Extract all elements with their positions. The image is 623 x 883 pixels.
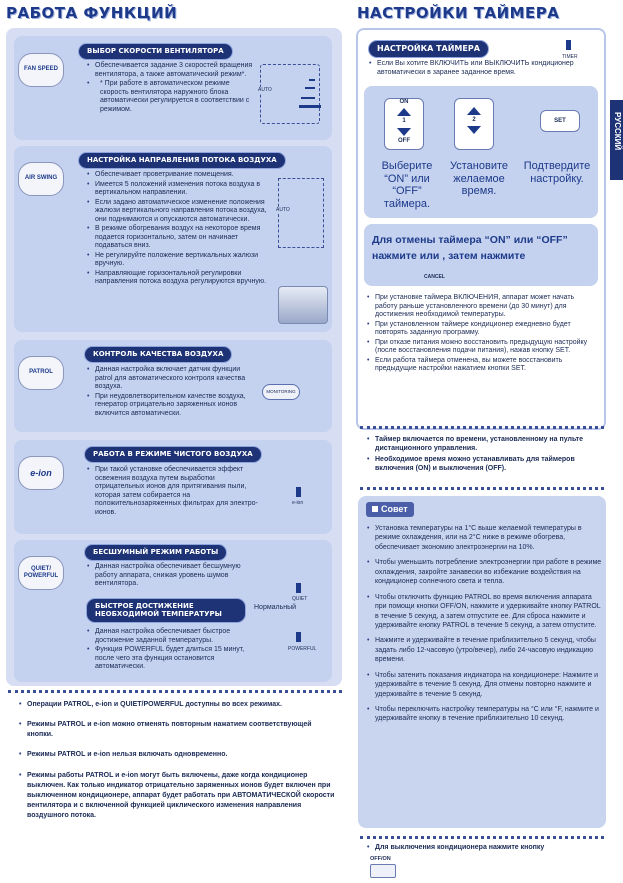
list-item: • Не регулируйте положение вертикальных жалюзи вручную. xyxy=(86,252,272,269)
eion-indicator-label: e-ion xyxy=(292,500,304,506)
off-on-button[interactable] xyxy=(370,864,396,878)
fan-speed-heading: ВЫБОР СКОРОСТИ ВЕНТИЛЯТОРА xyxy=(78,43,233,60)
right-title: НАСТРОЙКИ ТАЙМЕРА xyxy=(357,4,560,22)
list-item: • Если задано автоматическое изменение положения жалюзи вертикального направления потока воздуха, они поднимаются и опускаются автоматически. xyxy=(86,199,272,225)
divider xyxy=(360,836,604,839)
list-item: • Обеспечивает проветривание помещения. xyxy=(86,171,272,180)
step-two-label: 2 xyxy=(472,117,476,123)
eion-heading: РАБОТА В РЕЖИМЕ ЧИСТОГО ВОЗДУХА xyxy=(84,446,262,463)
list-item: • При отказе питания можно восстановить предыдущую настройку (после восстановления подачи питания), нажав кнопку SET. xyxy=(366,339,594,356)
eion-indicator-lamp xyxy=(296,487,301,497)
divider xyxy=(360,426,604,429)
air-swing-heading: НАСТРОЙКА НАПРАВЛЕНИЯ ПОТОКА ВОЗДУХА xyxy=(78,152,286,169)
up-arrow-icon xyxy=(467,107,481,115)
timer-intro xyxy=(368,60,584,78)
tips-icon xyxy=(372,506,378,512)
tips-list xyxy=(366,524,602,725)
on-off-button[interactable] xyxy=(384,98,424,150)
step2-text: Установите желаемое время. xyxy=(450,160,508,198)
tips-heading xyxy=(366,502,414,517)
fan-auto-label: AUTO xyxy=(258,87,272,93)
patrol-button-icon: PATROL xyxy=(18,356,64,390)
list-item: • Чтобы переключить настройку температуры на °C или °F, нажмите и удерживайте кнопку в течение приблизительно 10 секунд. xyxy=(366,705,602,724)
list-item: • Если Вы хотите ВКЛЮЧИТЬ или ВЫКЛЮЧИТЬ кондиционер автоматически в заранее заданное время. xyxy=(368,60,584,77)
fan-bar-2 xyxy=(305,87,315,89)
eion-list xyxy=(86,466,258,518)
list-item: • Функция POWERFUL будет длиться 15 минут, после чего эта функция остановится автоматически. xyxy=(86,646,256,672)
list-item: • * При работе в автоматическом режиме скорость вентилятора наружного блока автоматически регулируется в соответствии с режимом. xyxy=(86,80,258,114)
normal-label: Нормальный xyxy=(254,604,297,611)
list-item: • При неудовлетворительном качестве воздуха, генератор отрицательно заряженных ионов включится автоматически. xyxy=(86,393,258,419)
cancel-button-label: CANCEL xyxy=(424,274,445,280)
list-item: • Операции PATROL, e-ion и QUIET/POWERFUL доступны во всех режимах. xyxy=(18,700,336,710)
list-item: • Направляющие горизонтальной регулировки направления потока воздуха регулируются вручную. xyxy=(86,270,272,287)
list-item: • Режимы PATROL и e-ion можно отменять повторным нажатием соответствующей кнопки. xyxy=(18,720,336,740)
time-set-button[interactable] xyxy=(454,98,494,150)
fan-speed-list xyxy=(86,62,258,115)
list-item: • Имеется 5 положений изменения потока воздуха в вертикальном направлении. xyxy=(86,181,272,198)
language-tab-label: РУССКИЙ xyxy=(613,112,622,151)
quiet-heading: БЕСШУМНЫЙ РЕЖИМ РАБОТЫ xyxy=(84,544,227,561)
list-item: • Данная настройка обеспечивает быстрое достижение заданной температуры. xyxy=(86,628,256,645)
down-arrow-icon xyxy=(397,128,411,136)
quiet-indicator-lamp xyxy=(296,583,301,593)
air-swing-button-icon: AIR SWING xyxy=(18,162,64,196)
off-on-button-label: OFF/ON xyxy=(370,856,391,862)
unit-louver-image xyxy=(278,286,328,324)
step3-text: Подтвердите настройку. xyxy=(523,160,591,185)
powerful-heading: БЫСТРОЕ ДОСТИЖЕНИЕ НЕОБХОДИМОЙ ТЕМПЕРАТУРЫ xyxy=(86,598,246,623)
list-item: • Таймер включается по времени, установленному на пульте дистанционного управления. xyxy=(366,436,598,453)
list-item: • Если работа таймера отменена, вы можете восстановить предыдущие настройки нажатием кнопки SET. xyxy=(366,357,594,374)
monitoring-indicator: MONITORING xyxy=(262,384,300,400)
list-item: • Режимы работы PATROL и e-ion могут быть включены, даже когда кондиционер выключен. Как только индикатор отрицательно заряженных ионов будет включен при выключенном кондиционере, аппарат будет работать при АВТОМАТИЧЕСКОЙ скорости вентилятора и с включенной функцией циклического изменения направления воздушного потока. xyxy=(18,771,336,822)
step1-text: Выберите “ON” или “OFF” таймера. xyxy=(381,160,433,210)
timer-notes xyxy=(366,294,594,375)
patrol-list xyxy=(86,366,258,419)
list-item: • Режимы PATROL и e-ion нельзя включать одновременно. xyxy=(18,750,336,760)
air-swing-list xyxy=(86,171,272,288)
down-arrow-icon xyxy=(467,126,481,134)
timer-heading: НАСТРОЙКА ТАЙМЕРА xyxy=(368,40,489,58)
left-title: РАБОТА ФУНКЦИЙ xyxy=(6,4,178,22)
list-item: • При такой установке обеспечивается эффект освежения воздуха путем выработки отрицательных ионов для притягивания пыли, которая затем собирается на положительнозаряженных фильтрах для электро-ионов. xyxy=(86,466,258,517)
quiet-powerful-button-icon: QUIET/ POWERFUL xyxy=(18,556,64,590)
quiet-list xyxy=(86,563,256,590)
divider xyxy=(8,690,342,693)
list-item: • Данная настройка включает датчик функции patrol для автоматического контроля качества воздуха. xyxy=(86,366,258,392)
eion-button-icon: e-ion xyxy=(18,456,64,490)
list-item: • Чтобы отключить функцию PATROL во время включения аппарата при помощи кнопки OFF/ON, нажмите и удерживайте кнопку PATROL в течение 5 секунд, а затем отпустите ее. Для сброса нажмите и удерживайте кнопку PATROL в течение 5 секунд, а затем отпустите. xyxy=(366,593,602,631)
list-item: • Чтобы уменьшить потребление электроэнергии при работе в режиме охлаждения, закройте занавески во избежание воздействия на кондиционер солнечного света и тепла. xyxy=(366,558,602,586)
timer-indicator-label: TIMER xyxy=(562,54,578,60)
divider xyxy=(360,487,604,490)
air-swing-diagram xyxy=(278,178,324,248)
fan-bar-3 xyxy=(301,97,315,99)
list-item: • При установке таймера ВКЛЮЧЕНИЯ, аппарат может начать работу раньше установленного времени (до 30 минут) для достижения необходимой температуры. xyxy=(366,294,594,320)
list-item: • Установка температуры на 1°C выше желаемой температуры в режиме охлаждения, или на 2°C ниже в режиме обогрева, обеспечивает экономию электроэнергии на 10%. xyxy=(366,524,602,552)
fan-speed-button-icon: FAN SPEED xyxy=(18,53,64,87)
list-item: • Нажмите и удерживайте в течение приблизительно 5 секунд, чтобы задать либо 12-часовую (утро/вечер), либо 24-часовую индикацию времени. xyxy=(366,636,602,664)
air-auto-label: AUTO xyxy=(276,207,290,213)
off-on-note xyxy=(366,844,598,854)
up-arrow-icon xyxy=(397,108,411,116)
list-item: • Чтобы затенить показания индикатора на кондиционере: Нажмите и удерживайте в течение 5 секунд. Для отмены повторно нажмите и удерживайте в течение 5 секунд. xyxy=(366,671,602,699)
list-item: • Для выключения кондиционера нажмите кнопку xyxy=(366,844,598,853)
list-item: • В режиме обогревания воздух на некоторое время подается горизонтально, затем он начинает подаваться вниз. xyxy=(86,225,272,251)
left-footnotes xyxy=(18,700,336,822)
list-item: • Необходимое время можно устанавливать для таймеров включения (ON) и выключения (OFF). xyxy=(366,456,598,473)
fan-bar-4 xyxy=(299,105,321,108)
timer-bold-notes xyxy=(366,436,598,474)
set-button[interactable]: SET xyxy=(540,110,580,132)
fan-speed-diagram xyxy=(260,64,320,124)
off-label: OFF xyxy=(398,137,410,144)
tips-heading-text: Совет xyxy=(381,504,408,514)
powerful-list xyxy=(86,628,256,673)
powerful-indicator-lamp xyxy=(296,632,301,642)
list-item: • Обеспечивается задание 3 скоростей вращения вентилятора, а также автоматический режим*. xyxy=(86,62,258,79)
list-item: • При установленном таймере кондиционер ежедневно будет повторять заданную программу. xyxy=(366,321,594,338)
fan-bar-1 xyxy=(309,79,315,81)
cancel-instruction: Для отмены таймера “ON” или “OFF” нажмите или , затем нажмите xyxy=(372,234,568,263)
patrol-heading: КОНТРОЛЬ КАЧЕСТВА ВОЗДУХА xyxy=(84,346,232,363)
list-item: • Данная настройка обеспечивает бесшумную работу аппарата, снижая уровень шумов вентилятора. xyxy=(86,563,256,589)
powerful-indicator-label: POWERFUL xyxy=(288,646,317,652)
step-one-label: 1 xyxy=(402,118,406,125)
timer-indicator-lamp xyxy=(566,40,571,50)
quiet-indicator-label: QUIET xyxy=(292,596,308,602)
on-label: ON xyxy=(399,99,409,105)
